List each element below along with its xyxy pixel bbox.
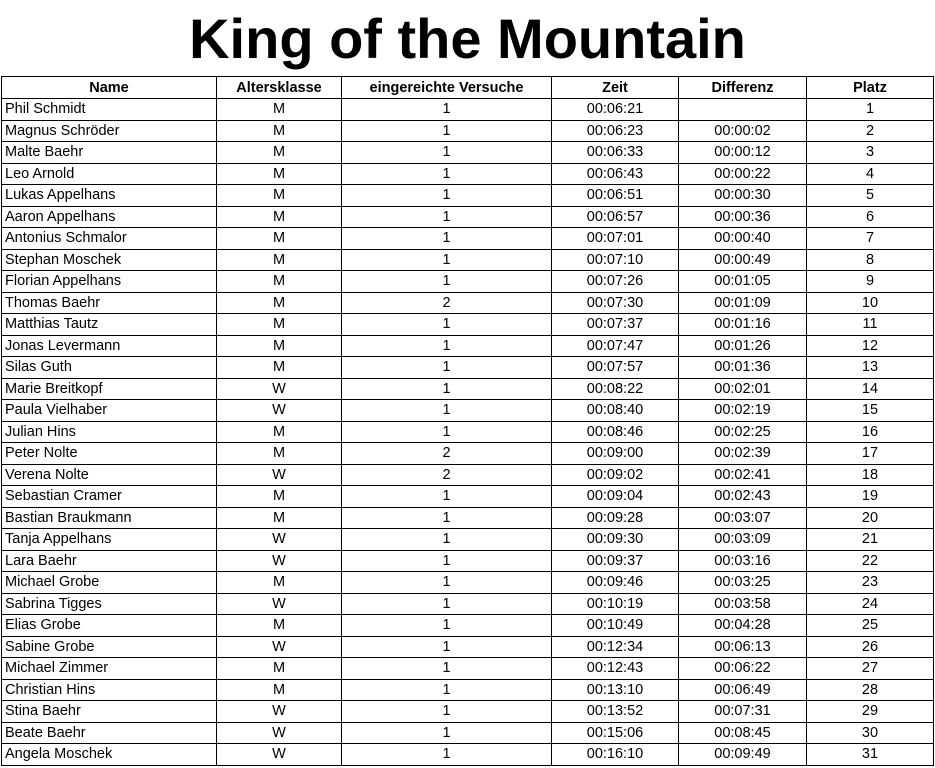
cell-platz: 31	[807, 744, 934, 766]
cell-name: Elias Grobe	[2, 615, 217, 637]
cell-zeit: 00:06:33	[552, 142, 679, 164]
cell-platz: 19	[807, 486, 934, 508]
cell-altersklasse: M	[217, 142, 342, 164]
table-row	[2, 249, 934, 271]
cell-versuche: 1	[342, 550, 552, 572]
cell-versuche: 2	[342, 464, 552, 486]
cell-name: Verena Nolte	[2, 464, 217, 486]
cell-versuche: 1	[342, 314, 552, 336]
cell-platz: 18	[807, 464, 934, 486]
cell-altersklasse: M	[217, 314, 342, 336]
cell-zeit: 00:15:06	[552, 722, 679, 744]
cell-platz: 29	[807, 701, 934, 723]
cell-altersklasse: M	[217, 679, 342, 701]
header-versuche: eingereichte Versuche	[342, 77, 552, 99]
cell-name: Christian Hins	[2, 679, 217, 701]
cell-zeit: 00:09:30	[552, 529, 679, 551]
cell-altersklasse: M	[217, 335, 342, 357]
cell-platz: 13	[807, 357, 934, 379]
header-zeit: Zeit	[552, 77, 679, 99]
cell-zeit: 00:09:37	[552, 550, 679, 572]
cell-differenz: 00:01:05	[679, 271, 807, 293]
cell-differenz: 00:07:31	[679, 701, 807, 723]
cell-zeit: 00:13:10	[552, 679, 679, 701]
cell-zeit: 00:07:37	[552, 314, 679, 336]
cell-versuche: 1	[342, 185, 552, 207]
cell-differenz: 00:06:49	[679, 679, 807, 701]
cell-altersklasse: W	[217, 378, 342, 400]
cell-zeit: 00:07:30	[552, 292, 679, 314]
cell-platz: 27	[807, 658, 934, 680]
table-row	[2, 400, 934, 422]
cell-versuche: 2	[342, 443, 552, 465]
cell-name: Sabine Grobe	[2, 636, 217, 658]
cell-platz: 21	[807, 529, 934, 551]
cell-versuche: 1	[342, 636, 552, 658]
cell-versuche: 1	[342, 593, 552, 615]
cell-name: Peter Nolte	[2, 443, 217, 465]
cell-platz: 4	[807, 163, 934, 185]
cell-altersklasse: M	[217, 249, 342, 271]
cell-altersklasse: M	[217, 658, 342, 680]
cell-zeit: 00:09:04	[552, 486, 679, 508]
cell-name: Beate Baehr	[2, 722, 217, 744]
table-row	[2, 271, 934, 293]
table-row	[2, 99, 934, 121]
table-row	[2, 615, 934, 637]
cell-zeit: 00:06:23	[552, 120, 679, 142]
cell-differenz: 00:03:07	[679, 507, 807, 529]
cell-platz: 9	[807, 271, 934, 293]
cell-versuche: 1	[342, 206, 552, 228]
cell-zeit: 00:12:43	[552, 658, 679, 680]
cell-differenz: 00:02:19	[679, 400, 807, 422]
cell-versuche: 1	[342, 507, 552, 529]
cell-zeit: 00:09:28	[552, 507, 679, 529]
cell-zeit: 00:09:00	[552, 443, 679, 465]
cell-platz: 1	[807, 99, 934, 121]
cell-versuche: 1	[342, 421, 552, 443]
cell-versuche: 1	[342, 572, 552, 594]
cell-name: Lara Baehr	[2, 550, 217, 572]
cell-differenz: 00:01:26	[679, 335, 807, 357]
cell-altersklasse: M	[217, 206, 342, 228]
cell-name: Stina Baehr	[2, 701, 217, 723]
cell-zeit: 00:08:22	[552, 378, 679, 400]
cell-zeit: 00:09:02	[552, 464, 679, 486]
cell-differenz: 00:02:43	[679, 486, 807, 508]
cell-platz: 5	[807, 185, 934, 207]
cell-name: Silas Guth	[2, 357, 217, 379]
cell-platz: 6	[807, 206, 934, 228]
cell-differenz: 00:00:30	[679, 185, 807, 207]
cell-zeit: 00:06:57	[552, 206, 679, 228]
cell-platz: 7	[807, 228, 934, 250]
cell-differenz: 00:00:36	[679, 206, 807, 228]
cell-platz: 26	[807, 636, 934, 658]
cell-zeit: 00:09:46	[552, 572, 679, 594]
table-row	[2, 507, 934, 529]
results-table	[1, 76, 934, 766]
cell-differenz: 00:01:36	[679, 357, 807, 379]
cell-name: Sebastian Cramer	[2, 486, 217, 508]
cell-zeit: 00:06:43	[552, 163, 679, 185]
header-altersklasse: Altersklasse	[217, 77, 342, 99]
table-row	[2, 357, 934, 379]
table-row	[2, 378, 934, 400]
cell-differenz: 00:00:02	[679, 120, 807, 142]
table-row	[2, 722, 934, 744]
cell-zeit: 00:10:49	[552, 615, 679, 637]
cell-name: Aaron Appelhans	[2, 206, 217, 228]
cell-platz: 24	[807, 593, 934, 615]
cell-differenz: 00:03:58	[679, 593, 807, 615]
cell-platz: 22	[807, 550, 934, 572]
cell-name: Tanja Appelhans	[2, 529, 217, 551]
cell-versuche: 1	[342, 744, 552, 766]
table-row	[2, 486, 934, 508]
cell-differenz: 00:08:45	[679, 722, 807, 744]
cell-altersklasse: M	[217, 163, 342, 185]
cell-differenz: 00:01:16	[679, 314, 807, 336]
cell-differenz: 00:02:01	[679, 378, 807, 400]
cell-zeit: 00:08:46	[552, 421, 679, 443]
cell-differenz: 00:00:40	[679, 228, 807, 250]
table-row	[2, 464, 934, 486]
cell-versuche: 1	[342, 228, 552, 250]
cell-name: Magnus Schröder	[2, 120, 217, 142]
cell-platz: 12	[807, 335, 934, 357]
cell-versuche: 1	[342, 335, 552, 357]
cell-altersklasse: M	[217, 120, 342, 142]
table-row	[2, 185, 934, 207]
table-row	[2, 443, 934, 465]
cell-differenz: 00:03:25	[679, 572, 807, 594]
cell-zeit: 00:07:47	[552, 335, 679, 357]
cell-versuche: 1	[342, 249, 552, 271]
cell-name: Lukas Appelhans	[2, 185, 217, 207]
table-row	[2, 679, 934, 701]
cell-altersklasse: M	[217, 421, 342, 443]
cell-name: Thomas Baehr	[2, 292, 217, 314]
cell-platz: 23	[807, 572, 934, 594]
cell-altersklasse: W	[217, 550, 342, 572]
header-platz: Platz	[807, 77, 934, 99]
cell-versuche: 2	[342, 292, 552, 314]
cell-altersklasse: W	[217, 701, 342, 723]
table-row	[2, 421, 934, 443]
table-body	[2, 99, 934, 766]
cell-altersklasse: W	[217, 722, 342, 744]
cell-zeit: 00:07:01	[552, 228, 679, 250]
cell-zeit: 00:07:57	[552, 357, 679, 379]
cell-altersklasse: W	[217, 464, 342, 486]
cell-versuche: 1	[342, 142, 552, 164]
cell-zeit: 00:07:26	[552, 271, 679, 293]
cell-altersklasse: M	[217, 99, 342, 121]
header-name: Name	[2, 77, 217, 99]
cell-versuche: 1	[342, 722, 552, 744]
cell-platz: 10	[807, 292, 934, 314]
cell-name: Malte Baehr	[2, 142, 217, 164]
table-row	[2, 572, 934, 594]
cell-altersklasse: W	[217, 529, 342, 551]
cell-name: Stephan Moschek	[2, 249, 217, 271]
cell-platz: 15	[807, 400, 934, 422]
table-row	[2, 529, 934, 551]
cell-name: Sabrina Tigges	[2, 593, 217, 615]
table-header-row	[2, 77, 934, 99]
cell-platz: 28	[807, 679, 934, 701]
table-row	[2, 550, 934, 572]
cell-versuche: 1	[342, 99, 552, 121]
cell-versuche: 1	[342, 486, 552, 508]
cell-name: Paula Vielhaber	[2, 400, 217, 422]
cell-zeit: 00:10:19	[552, 593, 679, 615]
cell-versuche: 1	[342, 271, 552, 293]
cell-platz: 11	[807, 314, 934, 336]
table-row	[2, 744, 934, 766]
cell-zeit: 00:06:21	[552, 99, 679, 121]
cell-differenz: 00:00:22	[679, 163, 807, 185]
cell-differenz: 00:03:16	[679, 550, 807, 572]
table-row	[2, 206, 934, 228]
cell-differenz: 00:06:13	[679, 636, 807, 658]
cell-name: Marie Breitkopf	[2, 378, 217, 400]
cell-platz: 30	[807, 722, 934, 744]
cell-versuche: 1	[342, 679, 552, 701]
cell-differenz: 00:04:28	[679, 615, 807, 637]
cell-name: Michael Grobe	[2, 572, 217, 594]
table-row	[2, 163, 934, 185]
cell-versuche: 1	[342, 357, 552, 379]
cell-zeit: 00:08:40	[552, 400, 679, 422]
cell-altersklasse: W	[217, 400, 342, 422]
table-row	[2, 593, 934, 615]
cell-altersklasse: M	[217, 507, 342, 529]
cell-name: Phil Schmidt	[2, 99, 217, 121]
cell-zeit: 00:07:10	[552, 249, 679, 271]
cell-versuche: 1	[342, 400, 552, 422]
cell-differenz: 00:00:12	[679, 142, 807, 164]
cell-differenz: 00:06:22	[679, 658, 807, 680]
cell-altersklasse: M	[217, 271, 342, 293]
cell-name: Julian Hins	[2, 421, 217, 443]
cell-platz: 8	[807, 249, 934, 271]
cell-differenz: 00:02:41	[679, 464, 807, 486]
cell-versuche: 1	[342, 615, 552, 637]
table-row	[2, 292, 934, 314]
cell-versuche: 1	[342, 529, 552, 551]
cell-platz: 20	[807, 507, 934, 529]
cell-versuche: 1	[342, 120, 552, 142]
cell-altersklasse: W	[217, 593, 342, 615]
cell-altersklasse: M	[217, 486, 342, 508]
table-row	[2, 314, 934, 336]
cell-differenz: 00:02:39	[679, 443, 807, 465]
table-row	[2, 120, 934, 142]
cell-name: Antonius Schmalor	[2, 228, 217, 250]
cell-versuche: 1	[342, 163, 552, 185]
cell-platz: 16	[807, 421, 934, 443]
cell-versuche: 1	[342, 701, 552, 723]
cell-differenz: 00:00:49	[679, 249, 807, 271]
cell-altersklasse: W	[217, 744, 342, 766]
cell-name: Angela Moschek	[2, 744, 217, 766]
cell-name: Matthias Tautz	[2, 314, 217, 336]
table-row	[2, 142, 934, 164]
cell-altersklasse: M	[217, 228, 342, 250]
table-row	[2, 335, 934, 357]
table-row	[2, 658, 934, 680]
cell-name: Michael Zimmer	[2, 658, 217, 680]
cell-platz: 3	[807, 142, 934, 164]
cell-platz: 25	[807, 615, 934, 637]
table-row	[2, 701, 934, 723]
cell-name: Florian Appelhans	[2, 271, 217, 293]
cell-differenz: 00:01:09	[679, 292, 807, 314]
cell-name: Bastian Braukmann	[2, 507, 217, 529]
cell-zeit: 00:12:34	[552, 636, 679, 658]
cell-differenz	[679, 99, 807, 121]
cell-name: Leo Arnold	[2, 163, 217, 185]
cell-altersklasse: W	[217, 636, 342, 658]
cell-altersklasse: M	[217, 292, 342, 314]
cell-altersklasse: M	[217, 572, 342, 594]
cell-differenz: 00:09:49	[679, 744, 807, 766]
header-differenz: Differenz	[679, 77, 807, 99]
cell-platz: 14	[807, 378, 934, 400]
cell-versuche: 1	[342, 658, 552, 680]
cell-zeit: 00:13:52	[552, 701, 679, 723]
table-row	[2, 228, 934, 250]
cell-platz: 17	[807, 443, 934, 465]
cell-zeit: 00:06:51	[552, 185, 679, 207]
cell-altersklasse: M	[217, 443, 342, 465]
cell-platz: 2	[807, 120, 934, 142]
cell-differenz: 00:03:09	[679, 529, 807, 551]
cell-altersklasse: M	[217, 357, 342, 379]
cell-altersklasse: M	[217, 185, 342, 207]
cell-zeit: 00:16:10	[552, 744, 679, 766]
table-row	[2, 636, 934, 658]
cell-name: Jonas Levermann	[2, 335, 217, 357]
cell-differenz: 00:02:25	[679, 421, 807, 443]
cell-versuche: 1	[342, 378, 552, 400]
page-title: King of the Mountain	[189, 7, 746, 70]
cell-altersklasse: M	[217, 615, 342, 637]
